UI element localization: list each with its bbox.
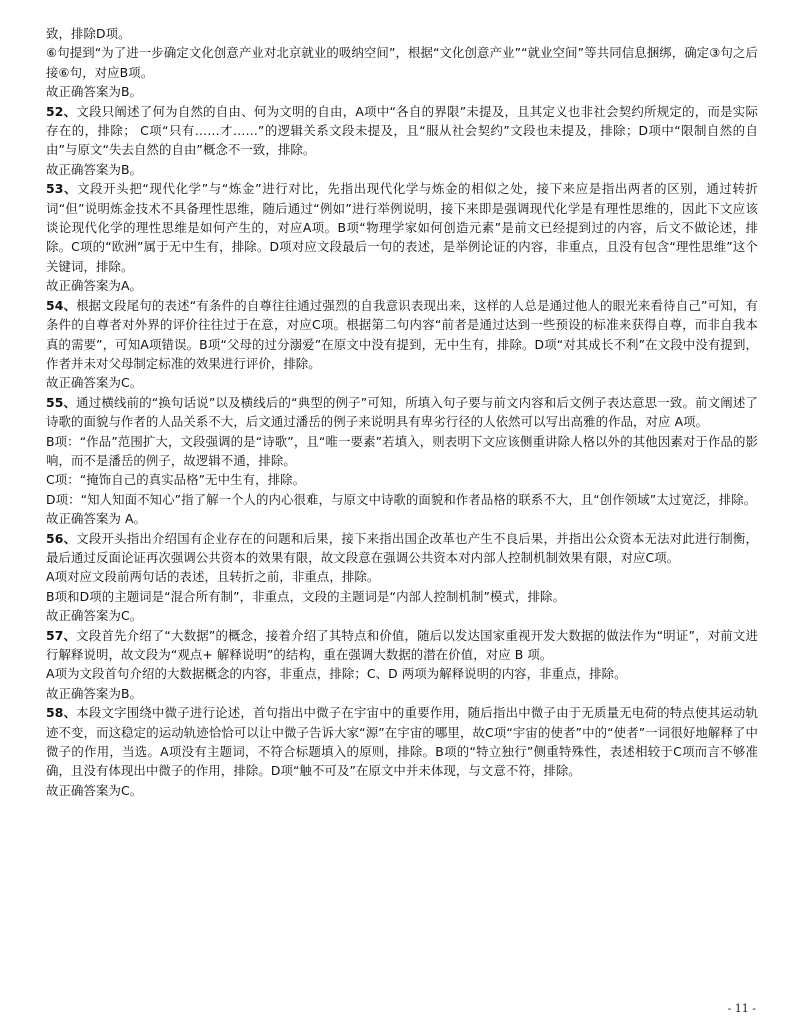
- explanation-text: 根据文段尾句的表述“有条件的自尊往往通过强烈的自我意识表现出来，这样的人总是通过他人的眼光来看待自己”可知，有条件的自尊者对外界的评价往往过于在意，对应C项。根据第二句内容“前者是通过达到一些预设的标准来获得自尊，而非自我本真的需要”，可知A项错误。B项“父母的过分溺爱”在原文中没有提到，无中生有，排除。D项“对其成长不利”在文段中没有提到，作者并未对父母制定标准的效果进行评价，排除。: [46, 297, 758, 371]
- answer-line: 故正确答案为B。: [46, 161, 143, 177]
- question-number: 53、: [46, 181, 78, 197]
- question-number: 57、: [46, 627, 77, 643]
- option-analysis: B项和D项的主题词是“混合所有制”，非重点，文段的主题词是“内部人控制机制”模式，排除。: [46, 588, 565, 604]
- document-body: [46, 24, 758, 800]
- explanation-text: 文段开头指出介绍国有企业存在的问题和后果，接下来指出国企改革也产生不良后果，并指出公众资本无法对此进行制衡，最后通过反面论证再次强调公共资本的效果有限，故文段意在强调公共资本对内部人控制机制效果有限，对应C项。: [46, 530, 758, 565]
- explanation-text: 通过横线前的“换句话说”以及横线后的“典型的例子”可知，所填入句子要与前文内容和后文例子表达意思一致。前文阐述了诗歌的面貌与作者的人品关系不大，后文通过潘岳的例子来说明具有卑劣行径的人依然可以写出高雅的作品，对应 A项。: [46, 394, 759, 430]
- question-52-explanation: [46, 102, 758, 160]
- question-53-explanation: [46, 179, 758, 276]
- answer-line: 故正确答案为A。: [46, 278, 143, 294]
- explanation-text: 本段文字围绕中微子进行论述，首句指出中微子在宇宙中的重要作用，随后指出中微子由于无质量无电荷的特点使其运动轨迹不变，而这稳定的运动轨迹恰恰可以让中微子告诉大家“源”在宇宙的哪里，故C项“宇宙的使者”中的“使者”一词很好地解释了中微子的作用，当选。A项没有主题词，不符合标题填入的原则，排除。B项的“特立独行”侧重特殊性，表述相较于C项而言不够准确，且没有体现出中微子的作用，排除。D项“触不可及”在原文中并未体现，与文意不符，排除。: [46, 705, 758, 779]
- option-analysis: B项：“作品”范围扩大，文段强调的是“诗歌”，且“唯一要素”若填入，则表明下文应该侧重讲除人格以外的其他因素对于作品的影响，而不是潘岳的例子，故逻辑不通，排除。: [46, 433, 758, 468]
- answer-line: 故正确答案为B。: [46, 685, 143, 701]
- page-number: - 11 -: [727, 1002, 756, 1015]
- question-54-explanation: [46, 296, 758, 374]
- question-58-explanation: [46, 703, 758, 781]
- question-number: 54、: [46, 297, 77, 313]
- paragraph: 致，排除D项。: [46, 26, 131, 41]
- question-number: 56、: [46, 530, 77, 546]
- option-analysis: C项：“掩饰自己的真实品格”无中生有，排除。: [46, 472, 306, 488]
- explanation-text: 文段首先介绍了“大数据”的概念，接着介绍了其特点和价值，随后以发达国家重视开发大数据的做法作为“明证”，对前文进行解释说明，故文段为“观点+ 解释说明”的结构，重在强调大数据的潜在价值，对应 B 项。: [46, 627, 759, 662]
- answer-line: 故正确答案为B。: [46, 84, 143, 100]
- explanation-text: 文段开头把“现代化学”与“炼金”进行对比，先指出现代化学与炼金的相似之处，接下来应是指出两者的区别，通过转折词“但”说明炼金技术不具备理性思维，随后通过“例如”进行举例说明，接下来即是强调现代化学是有理性思维的，因此下文应该谈论现代化学的理性思维是如何产生的，对应A项。B项“物理学家如何创造元素”是前文已经提到过的内容，后文不做论述，排除。C项的“欧洲”属于无中生有，排除。D项对应文段最后一句的表述，是举例论证的内容，非重点，且没有包含“理性思维”这个关键词，排除。: [46, 181, 758, 274]
- option-analysis: A项对应文段前两句话的表述，且转折之前，非重点，排除。: [46, 569, 380, 585]
- option-analysis: D项：“知人知面不知心”指了解一个人的内心很难，与原文中诗歌的面貌和作者品格的联系不大，且“创作领域”太过宽泛，排除。: [46, 491, 757, 507]
- question-57-explanation: [46, 626, 758, 665]
- question-56-explanation: [46, 529, 758, 568]
- explanation-text: 文段只阐述了何为自然的自由、何为文明的自由，A项中“各自的界限”未提及，且其定义也非社会契约所规定的，而是实际存在的，排除； C项“只有……才……”的逻辑关系文段未提及，且“服从社会契约”文段也未提及，排除；D项中“限制自然的自由”与原文“失去自然的自由”概念不一致，排除。: [46, 103, 758, 158]
- answer-line: 故正确答案为C。: [46, 608, 143, 624]
- question-55-explanation: [46, 393, 758, 432]
- answer-line: 故正确答案为C。: [46, 375, 143, 391]
- answer-line: 故正确答案为C。: [46, 782, 143, 798]
- answer-line: 故正确答案为 A。: [46, 511, 147, 527]
- question-number: 52、: [46, 103, 77, 119]
- option-analysis: A项为文段首句介绍的大数据概念的内容，非重点，排除；C、D 两项为解释说明的内容，非重点，排除。: [46, 666, 627, 682]
- question-number: 58、: [46, 705, 77, 721]
- question-number: 55、: [46, 394, 77, 410]
- paragraph: ⑥句提到“为了进一步确定文化创意产业对北京就业的吸纳空间”，根据“文化创意产业”“就业空间”等共同信息捆绑，确定③句之后接⑥句，对应B项。: [46, 45, 758, 80]
